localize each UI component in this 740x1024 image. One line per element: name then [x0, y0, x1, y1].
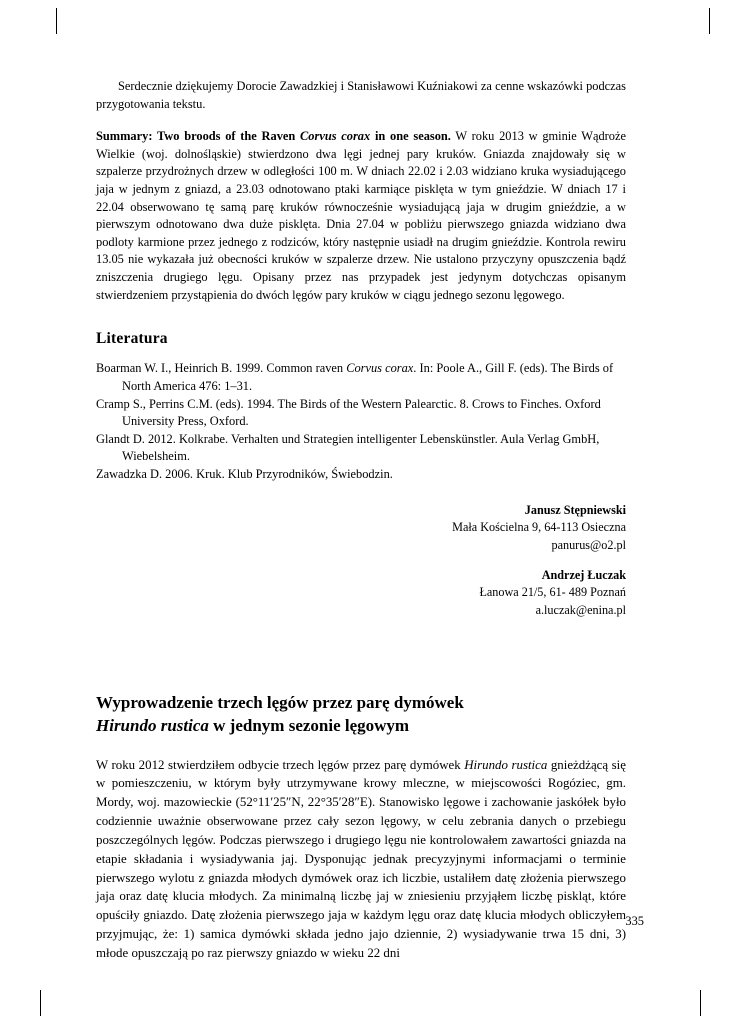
author-address: Mała Kościelna 9, 64-113 Osieczna: [452, 520, 626, 535]
reference-item: [96, 396, 626, 431]
summary-label: Summary: Two broods of the Raven: [96, 129, 301, 144]
reference-text-pre: Boarman W. I., Heinrich B. 1999. Common raven: [96, 361, 347, 376]
reference-text-pre: Glandt D. 2012. Kolkrabe. Verhalten und Strategien intelligenter Lebenskünstler. Aula Verlag GmbH, Wiebelsheim.: [96, 431, 600, 464]
author-entry: [96, 502, 626, 555]
reference-item: [96, 360, 626, 395]
literature-heading: Literatura: [96, 330, 168, 348]
article-title-line2: w jednym sezonie lęgowym: [208, 715, 410, 735]
reference-species: Corvus corax: [346, 361, 414, 376]
author-entry: [96, 567, 626, 620]
reference-item: [96, 431, 626, 466]
author-name: Andrzej Łuczak: [541, 567, 626, 582]
author-email: panurus@o2.pl: [551, 537, 626, 552]
reference-item: [96, 466, 626, 484]
literature-list: [96, 360, 626, 483]
author-name: Janusz Stępniewski: [524, 502, 626, 517]
crop-mark-top-left: [56, 8, 57, 34]
reference-text-post: . In: Poole A., Gill F. (eds). The Birds of North America 476: 1–31.: [122, 361, 614, 393]
reference-text-pre: Zawadzka D. 2006. Kruk. Klub Przyrodników, Świebodzin.: [96, 466, 393, 481]
reference-text-pre: Cramp S., Perrins C.M. (eds). 1994. The Birds of the Western Palearctic. 8. Crows to Finches. Oxford University Press, Oxford.: [96, 396, 601, 429]
summary-species: Corvus corax: [300, 129, 371, 144]
article-body-paragraph: [96, 756, 626, 963]
summary-label-end: in one season.: [370, 129, 451, 144]
article-body-pre: W roku 2012 stwierdziłem odbycie trzech lęgów przez parę dymówek: [96, 757, 465, 772]
article-title: [96, 692, 626, 738]
article-title-line1: Wyprowadzenie trzech lęgów przez parę dymówek: [96, 692, 464, 712]
page-number: 335: [625, 914, 644, 928]
crop-mark-bottom-left: [40, 990, 41, 1016]
article-body-species: Hirundo rustica: [464, 757, 548, 772]
article-title-species: Hirundo rustica: [96, 715, 209, 735]
author-contact-block: [96, 502, 626, 620]
summary-paragraph: [96, 128, 626, 304]
crop-mark-bottom-right: [700, 990, 701, 1016]
author-email: a.luczak@enina.pl: [535, 603, 626, 618]
page-content: [96, 78, 626, 963]
summary-text: W roku 2013 w gminie Wądroże Wielkie (woj. dolnośląskie) stwierdzono dwa lęgi jednej pary kruków. Gniazda znajdowały się w szpalerze przydrożnych drzew w odległości 100 m. W dniach 22.02 i 2.03 widziano kruka wysiadującego jaja w jednym z gniazd, a 23.03 odnotowano ptaki karmiące pisklęta w tym gnieździe. W dniach 17 i 22.04 obserwowano tę samą parę kruków równocześnie wysiadującą jaja w drugim gnieździe, a w pierwszym odnotowano dwa duże pisklęta. Dnia 27.04 w pobliżu pierwszego gniazda widziano dwa podloty karmione przez jednego z rodziców, który następnie usiadł na drugim gnieździe. Kontrola rewiru 13.05 nie wykazała już obecności kruków w szpalerze drzew. Nie ustalono przyczyny opuszczenia bądź zniszczenia drugiego lęgu. Opisany przez nas przypadek jest jedynym dotychczas opisanym stwierdzeniem przystąpienia do dwóch lęgów pary kruków w ciągu jednego sezonu lęgowego.: [96, 129, 626, 302]
author-address: Łanowa 21/5, 61- 489 Poznań: [479, 585, 626, 600]
crop-mark-top-right: [709, 8, 710, 34]
article-body-post: gnieżdżącą się w pomieszczeniu, w którym były utrzymywane krowy mleczne, w miejscowości Rogóziec, gm. Mordy, woj. mazowieckie (52°11′25″N, 22°35′28″E). Stanowisko lęgowe i zachowanie jaskółek było codziennie uważnie obserwowane przez cały sezon lęgowy, w celu zebrania danych o przebiegu poszczególnych lęgów. Podczas pierwszego i drugiego lęgu nie kontrolowałem zawartości gniazda na etapie składania i wysiadywania jaj. Dysponując jednak precyzyjnymi informacjami o terminie pierwszego wylotu z gniazda młodych dymówek oraz ich liczbie, ustaliłem datę złożenia pierwszego jaja oraz datę klucia młodych. Za minimalną liczbę jaj w zniesieniu przyjąłem liczbę piskląt, które opuściły gniazdo. Datę złożenia pierwszego jaja w każdym lęgu oraz datę klucia młodych obliczyłem przyjmując, że: 1) samica dymówki składa jedno jajo dziennie, 2) wysiadywanie trwa 15 dni, 3) młode opuszczają po raz pierwszy gniazdo w wieku 22 dni: [96, 757, 626, 960]
acknowledgement-paragraph: Serdecznie dziękujemy Dorocie Zawadzkiej i Stanisławowi Kuźniakowi za cenne wskazówki podczas przygotowania tekstu.: [96, 79, 626, 111]
